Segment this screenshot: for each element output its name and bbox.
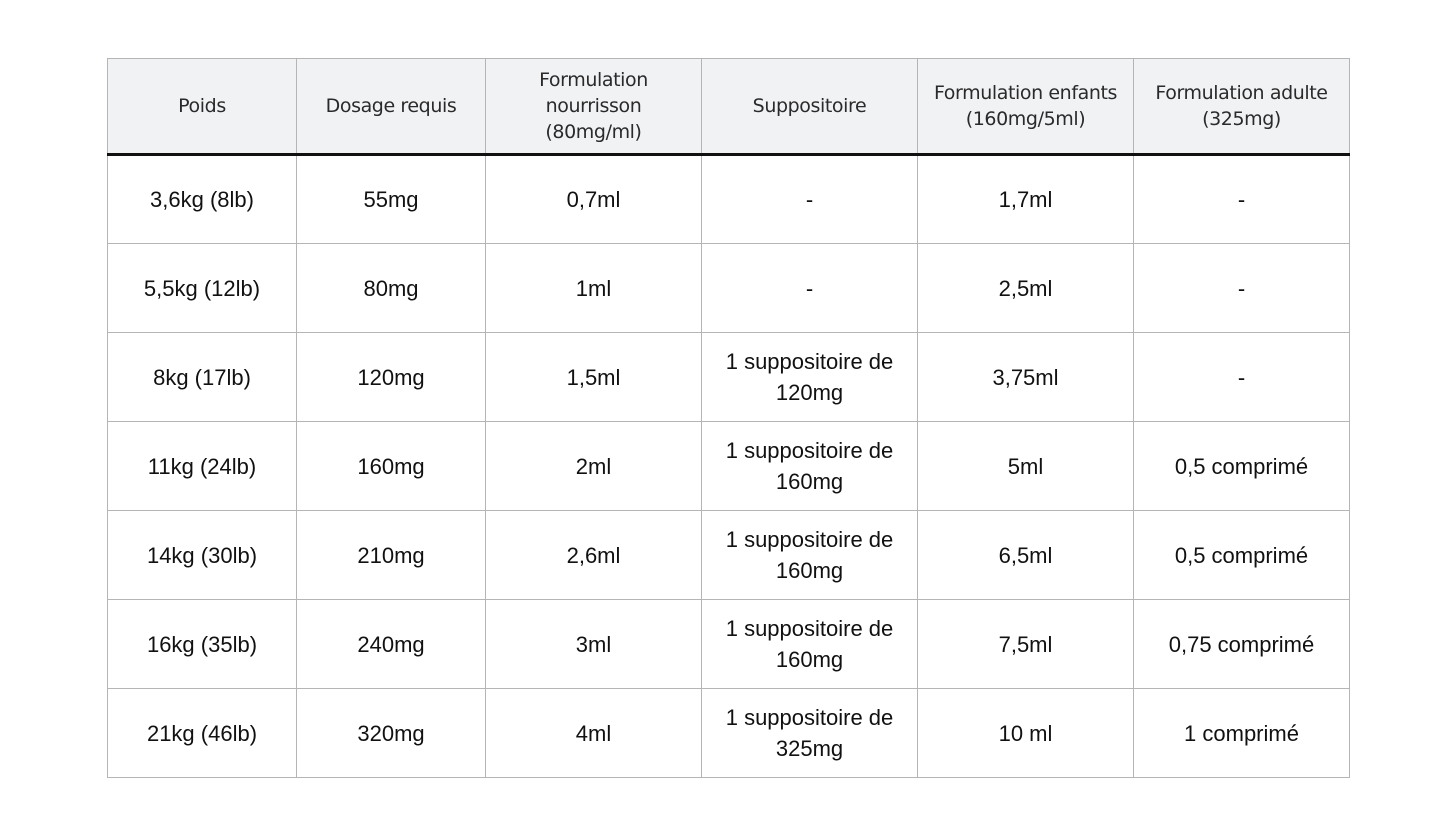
cell-poids: 11kg (24lb) xyxy=(108,422,297,511)
table-row xyxy=(108,155,1350,244)
cell-dosage: 160mg xyxy=(297,422,486,511)
table-header xyxy=(108,59,1350,155)
header-poids: Poids xyxy=(108,59,297,155)
cell-suppositoire: - xyxy=(702,244,918,333)
cell-enfants: 10 ml xyxy=(918,689,1134,778)
cell-adulte: 0,5 comprimé xyxy=(1134,422,1350,511)
dosage-table xyxy=(107,58,1350,778)
cell-nourrisson: 4ml xyxy=(486,689,702,778)
cell-adulte: 1 comprimé xyxy=(1134,689,1350,778)
cell-nourrisson: 2,6ml xyxy=(486,511,702,600)
cell-suppositoire: - xyxy=(702,155,918,244)
table-row xyxy=(108,600,1350,689)
cell-poids: 8kg (17lb) xyxy=(108,333,297,422)
cell-enfants: 7,5ml xyxy=(918,600,1134,689)
cell-enfants: 2,5ml xyxy=(918,244,1134,333)
table-row xyxy=(108,422,1350,511)
cell-dosage: 120mg xyxy=(297,333,486,422)
table-row xyxy=(108,244,1350,333)
cell-enfants: 5ml xyxy=(918,422,1134,511)
header-formulation-enfants: Formulation enfants (160mg/5ml) xyxy=(918,59,1134,155)
cell-adulte: - xyxy=(1134,333,1350,422)
cell-poids: 5,5kg (12lb) xyxy=(108,244,297,333)
table-body xyxy=(108,155,1350,778)
cell-enfants: 6,5ml xyxy=(918,511,1134,600)
cell-nourrisson: 1,5ml xyxy=(486,333,702,422)
cell-dosage: 320mg xyxy=(297,689,486,778)
cell-enfants: 1,7ml xyxy=(918,155,1134,244)
cell-suppositoire: 1 suppositoire de 160mg xyxy=(702,511,918,600)
cell-nourrisson: 3ml xyxy=(486,600,702,689)
cell-adulte: - xyxy=(1134,155,1350,244)
cell-enfants: 3,75ml xyxy=(918,333,1134,422)
header-formulation-adulte: Formulation adulte (325mg) xyxy=(1134,59,1350,155)
cell-dosage: 80mg xyxy=(297,244,486,333)
cell-adulte: 0,5 comprimé xyxy=(1134,511,1350,600)
cell-dosage: 240mg xyxy=(297,600,486,689)
cell-suppositoire: 1 suppositoire de 120mg xyxy=(702,333,918,422)
table-row xyxy=(108,689,1350,778)
cell-poids: 3,6kg (8lb) xyxy=(108,155,297,244)
header-dosage-requis: Dosage requis xyxy=(297,59,486,155)
cell-poids: 14kg (30lb) xyxy=(108,511,297,600)
cell-nourrisson: 2ml xyxy=(486,422,702,511)
header-suppositoire: Suppositoire xyxy=(702,59,918,155)
cell-suppositoire: 1 suppositoire de 160mg xyxy=(702,422,918,511)
cell-suppositoire: 1 suppositoire de 160mg xyxy=(702,600,918,689)
cell-suppositoire: 1 suppositoire de 325mg xyxy=(702,689,918,778)
table-row xyxy=(108,333,1350,422)
table-row xyxy=(108,511,1350,600)
cell-poids: 16kg (35lb) xyxy=(108,600,297,689)
cell-nourrisson: 1ml xyxy=(486,244,702,333)
cell-adulte: - xyxy=(1134,244,1350,333)
header-row xyxy=(108,59,1350,155)
cell-adulte: 0,75 comprimé xyxy=(1134,600,1350,689)
cell-dosage: 55mg xyxy=(297,155,486,244)
cell-poids: 21kg (46lb) xyxy=(108,689,297,778)
header-formulation-nourrisson: Formulation nourrisson (80mg/ml) xyxy=(486,59,702,155)
cell-dosage: 210mg xyxy=(297,511,486,600)
cell-nourrisson: 0,7ml xyxy=(486,155,702,244)
